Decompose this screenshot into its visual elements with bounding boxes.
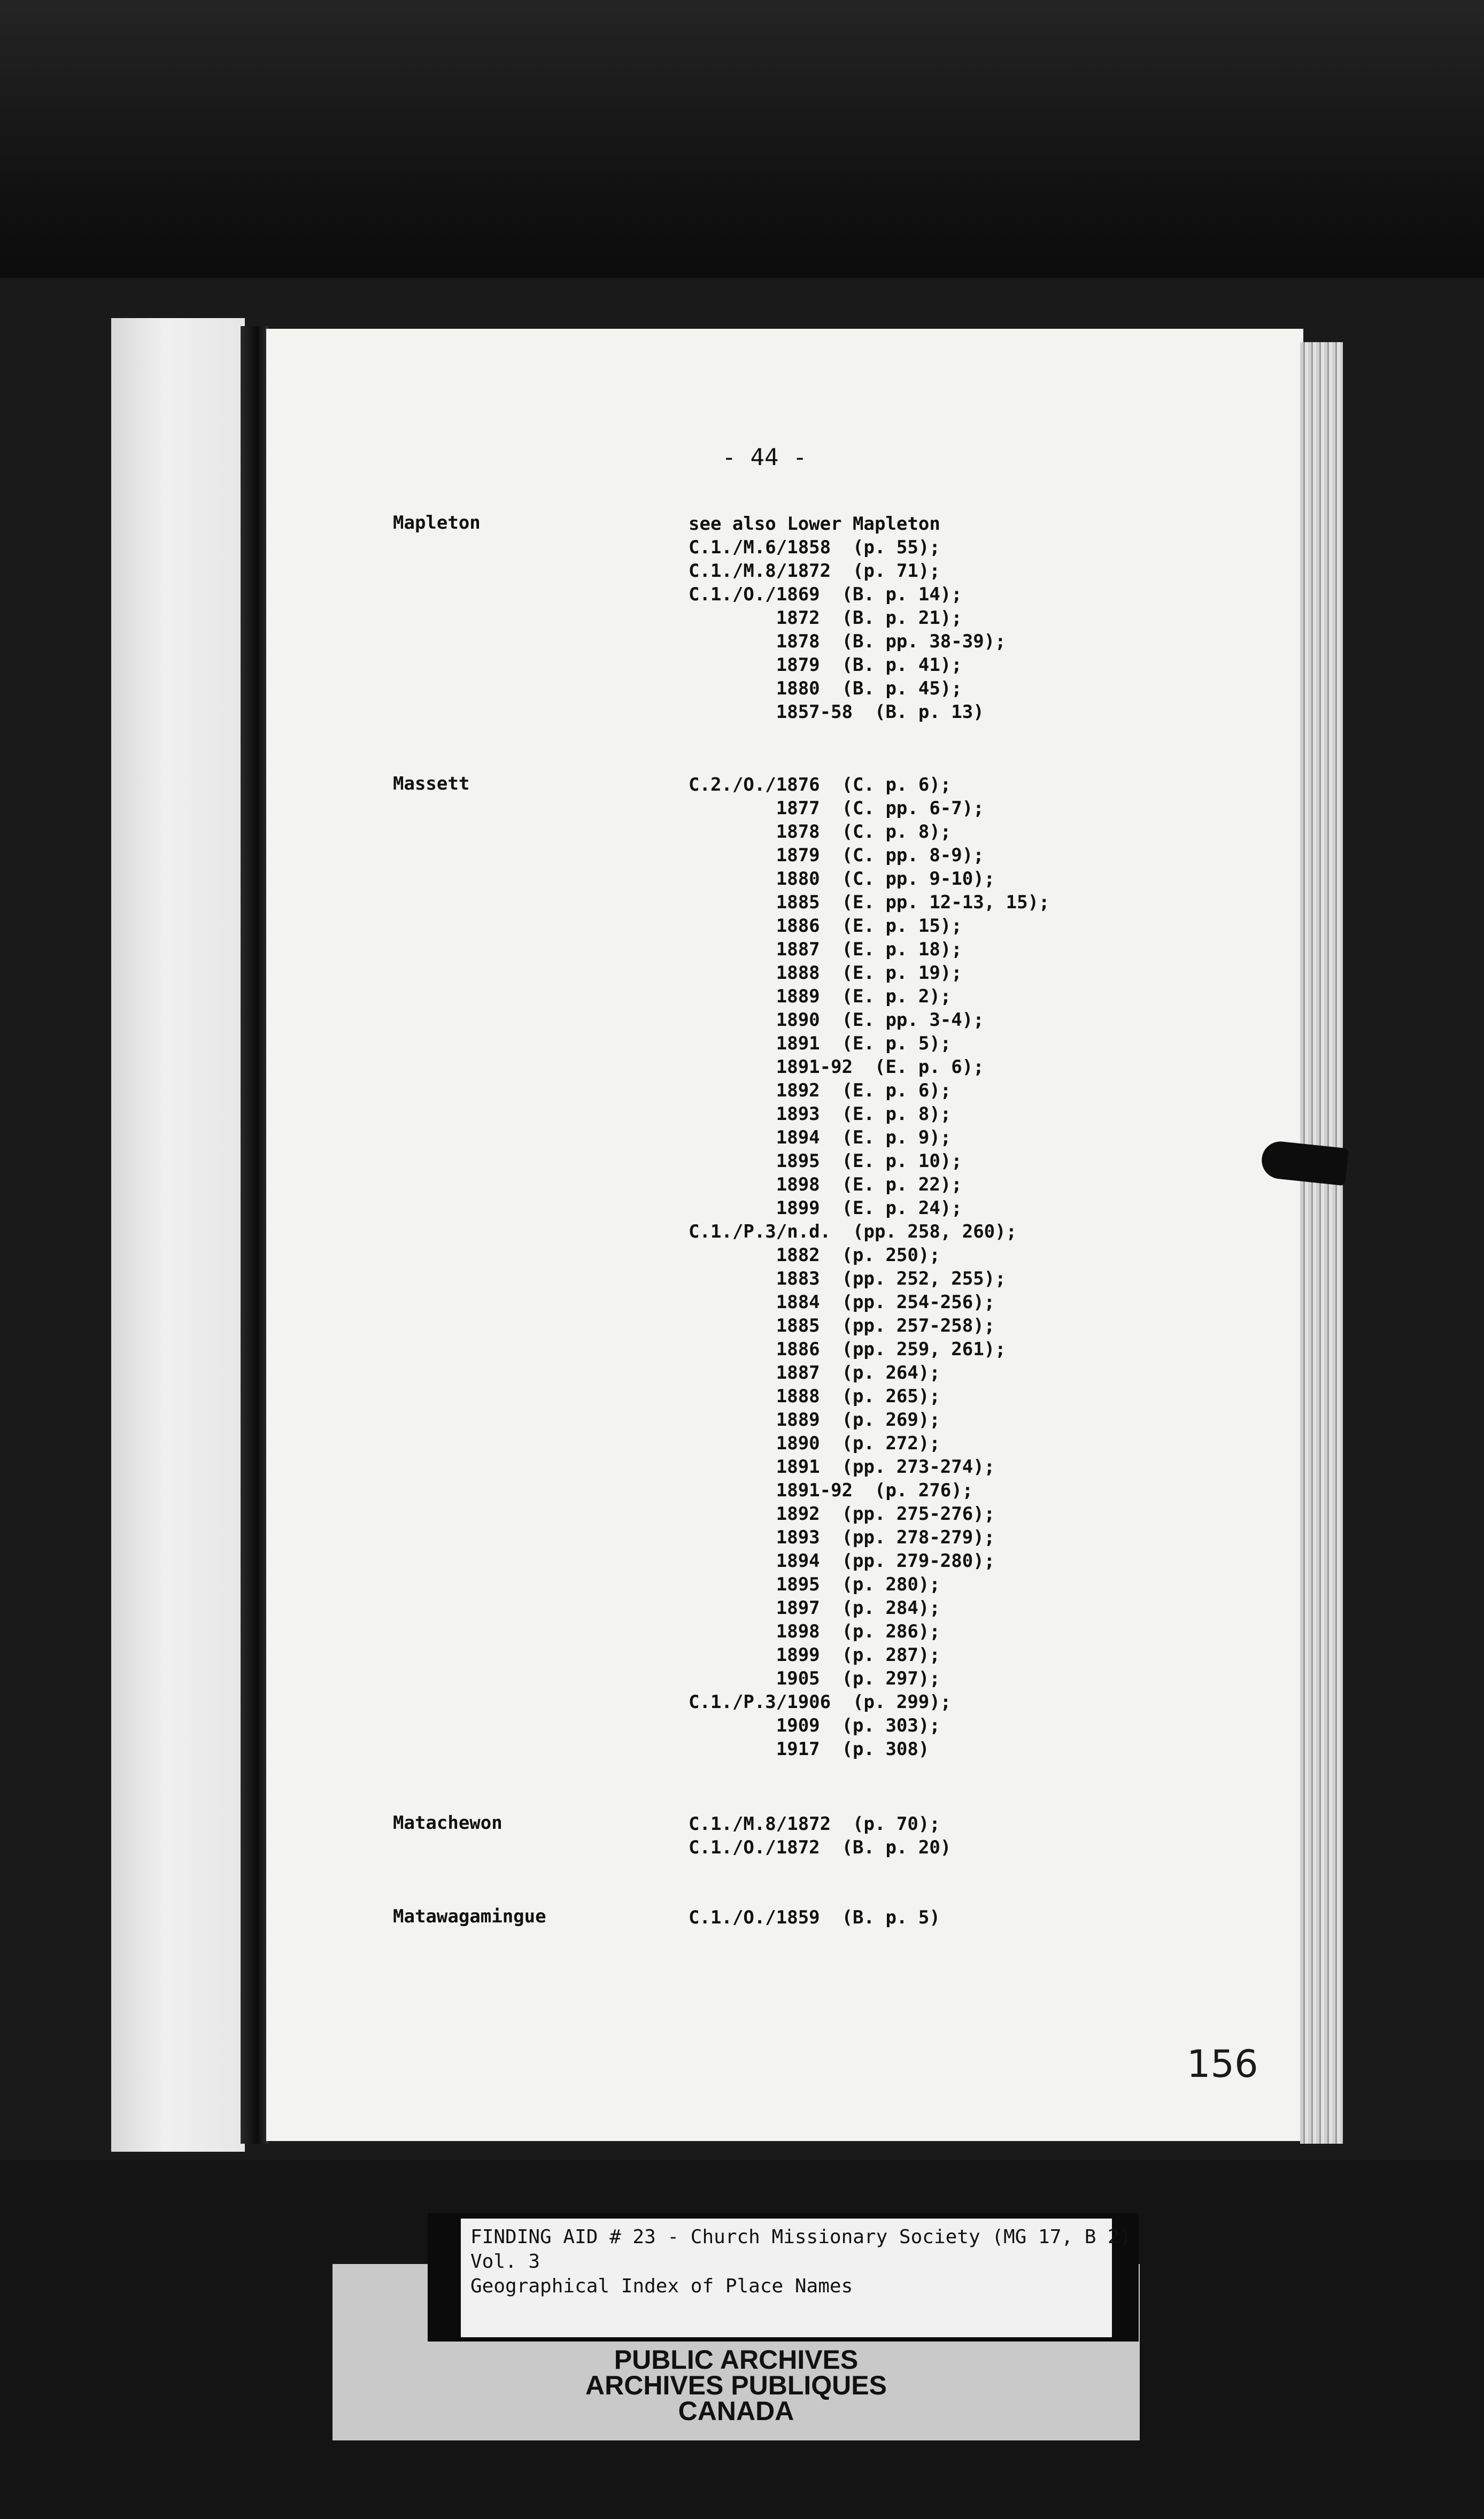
reference-line: 1892 (E. p. 6); bbox=[689, 1080, 952, 1101]
archives-stamp bbox=[333, 2347, 1140, 2424]
reference-line: 1905 (p. 297); bbox=[689, 1668, 940, 1689]
reference-line: 1891 (pp. 273-274); bbox=[689, 1456, 995, 1478]
reference-line: C.1./M.6/1858 (p. 55); bbox=[689, 537, 940, 558]
reference-list bbox=[689, 512, 1006, 724]
place-name: Mapleton bbox=[393, 512, 481, 534]
reference-line: C.1./O./1859 (B. p. 5) bbox=[689, 1907, 940, 1928]
reference-line: 1886 (pp. 259, 261); bbox=[689, 1339, 1006, 1360]
reference-line: 1879 (B. p. 41); bbox=[689, 654, 962, 676]
page-stack-edges bbox=[1300, 342, 1343, 2144]
reference-line: 1895 (p. 280); bbox=[689, 1574, 940, 1595]
reference-line: 1885 (pp. 257-258); bbox=[689, 1315, 995, 1336]
finding-aid-label bbox=[461, 2219, 1131, 2337]
reference-line: 1891 (E. p. 5); bbox=[689, 1033, 952, 1054]
reference-line: 1882 (p. 250); bbox=[689, 1245, 940, 1266]
reference-line: 1877 (C. pp. 6-7); bbox=[689, 798, 984, 819]
film-border-top bbox=[0, 0, 1484, 278]
book-gutter bbox=[241, 326, 268, 2144]
reference-line: C.2./O./1876 (C. p. 6); bbox=[689, 774, 952, 795]
reference-line: 1888 (E. p. 19); bbox=[689, 962, 962, 984]
place-name: Massett bbox=[393, 773, 470, 794]
reference-line: 1891-92 (p. 276); bbox=[689, 1480, 973, 1501]
reference-line: 1889 (E. p. 2); bbox=[689, 986, 952, 1007]
reference-line: 1887 (E. p. 18); bbox=[689, 939, 962, 960]
reference-list bbox=[689, 773, 1050, 1761]
frame-stamp-number: 156 bbox=[1187, 2042, 1258, 2086]
reference-line: 1886 (E. p. 15); bbox=[689, 915, 962, 937]
reference-list bbox=[689, 1812, 951, 1859]
reference-line: 1898 (E. p. 22); bbox=[689, 1174, 962, 1195]
reference-line: 1917 (p. 308) bbox=[689, 1738, 930, 1760]
reference-line: C.1./O./1869 (B. p. 14); bbox=[689, 584, 962, 605]
archives-line: PUBLIC ARCHIVES bbox=[614, 2345, 859, 2375]
reference-list bbox=[689, 1906, 940, 1929]
reference-line: 1894 (E. p. 9); bbox=[689, 1127, 952, 1148]
place-name: Matawagamingue bbox=[393, 1906, 546, 1927]
reference-line: 1909 (p. 303); bbox=[689, 1715, 940, 1736]
reference-line: 1857-58 (B. p. 13) bbox=[689, 701, 984, 723]
finding-aid-line: Vol. 3 bbox=[470, 2251, 540, 2273]
reference-line: 1895 (E. p. 10); bbox=[689, 1150, 962, 1172]
reference-line: 1893 (pp. 278-279); bbox=[689, 1527, 995, 1548]
reference-line: 1887 (p. 264); bbox=[689, 1362, 940, 1384]
page-number: - 44 - bbox=[722, 444, 807, 471]
reference-line: 1890 (p. 272); bbox=[689, 1433, 940, 1454]
reference-line: 1880 (C. pp. 9-10); bbox=[689, 868, 995, 890]
reference-line: 1878 (B. pp. 38-39); bbox=[689, 631, 1006, 652]
reference-line: 1890 (E. pp. 3-4); bbox=[689, 1009, 984, 1031]
reference-line: 1878 (C. p. 8); bbox=[689, 821, 952, 843]
reference-line: 1879 (C. pp. 8-9); bbox=[689, 845, 984, 866]
reference-line: 1880 (B. p. 45); bbox=[689, 678, 962, 699]
place-name: Matachewon bbox=[393, 1812, 503, 1834]
reference-line: 1892 (pp. 275-276); bbox=[689, 1503, 995, 1525]
reference-line: 1889 (p. 269); bbox=[689, 1409, 940, 1431]
reference-line: C.1./O./1872 (B. p. 20) bbox=[689, 1837, 952, 1858]
reference-line: 1885 (E. pp. 12-13, 15); bbox=[689, 892, 1050, 913]
reference-line: 1883 (pp. 252, 255); bbox=[689, 1268, 1006, 1289]
reference-line: 1891-92 (E. p. 6); bbox=[689, 1056, 984, 1078]
reference-line: C.1./P.3/1906 (p. 299); bbox=[689, 1691, 952, 1713]
finding-aid-line: FINDING AID # 23 - Church Missionary Society (MG 17, B 2) bbox=[470, 2226, 1131, 2248]
reference-line: 1884 (pp. 254-256); bbox=[689, 1292, 995, 1313]
reference-line: 1872 (B. p. 21); bbox=[689, 607, 962, 629]
reference-line: 1893 (E. p. 8); bbox=[689, 1103, 952, 1125]
reference-line: C.1./P.3/n.d. (pp. 258, 260); bbox=[689, 1221, 1017, 1242]
reference-line: 1897 (p. 284); bbox=[689, 1597, 940, 1619]
archives-line: ARCHIVES PUBLIQUES bbox=[585, 2370, 887, 2400]
archives-line: CANADA bbox=[678, 2396, 794, 2426]
facing-page-edge bbox=[111, 318, 245, 2152]
reference-line: C.1./M.8/1872 (p. 71); bbox=[689, 560, 940, 582]
reference-line: 1899 (E. p. 24); bbox=[689, 1197, 962, 1219]
finding-aid-line: Geographical Index of Place Names bbox=[470, 2275, 853, 2297]
reference-line: 1899 (p. 287); bbox=[689, 1644, 940, 1666]
reference-line: 1894 (pp. 279-280); bbox=[689, 1550, 995, 1572]
reference-line: C.1./M.8/1872 (p. 70); bbox=[689, 1813, 940, 1835]
reference-line: 1898 (p. 286); bbox=[689, 1621, 940, 1642]
reference-line: 1888 (p. 265); bbox=[689, 1386, 940, 1407]
reference-line: see also Lower Mapleton bbox=[689, 513, 940, 535]
